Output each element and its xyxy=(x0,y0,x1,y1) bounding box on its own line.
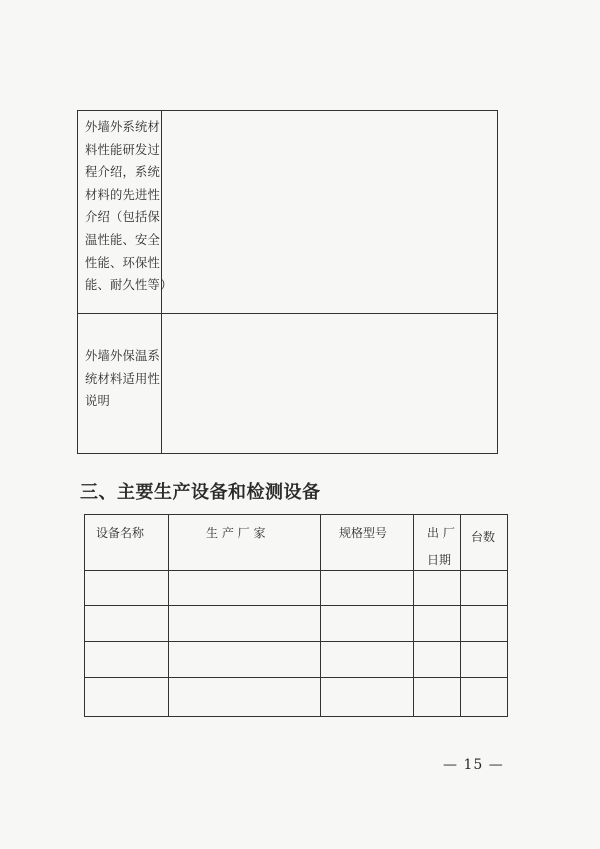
header-manufacturer: 生 产 厂 家 xyxy=(206,526,266,540)
header-date-line2: 日期 xyxy=(427,553,452,567)
row-divider xyxy=(85,605,507,606)
row-label-material-performance xyxy=(85,116,172,297)
column-divider xyxy=(168,515,169,716)
row-label-applicability xyxy=(85,345,160,413)
row-divider xyxy=(78,313,497,314)
row-divider xyxy=(85,570,507,571)
row-divider xyxy=(85,641,507,642)
label-line: 说明 xyxy=(85,394,110,409)
label-line: 能、耐久性等） xyxy=(85,278,173,293)
label-line: 介绍（包括保 xyxy=(85,210,160,225)
label-line: 温性能、安全 xyxy=(85,232,160,247)
header-equipment-name: 设备名称 xyxy=(96,526,145,540)
label-line: 性能、环保性 xyxy=(85,255,160,270)
label-line: 统材料适用性 xyxy=(85,371,160,386)
column-divider xyxy=(320,515,321,716)
header-model: 规格型号 xyxy=(339,526,388,540)
equipment-table xyxy=(84,514,508,717)
row-divider xyxy=(85,677,507,678)
label-line: 材料的先进性 xyxy=(85,187,160,202)
header-count: 台数 xyxy=(471,530,496,544)
material-description-table xyxy=(77,110,498,454)
label-line: 程介绍，系统 xyxy=(85,165,160,180)
header-date-line1: 出 厂 xyxy=(427,526,455,540)
column-divider xyxy=(413,515,414,716)
label-line: 外墙外系统材 xyxy=(85,120,160,134)
page-number: — 15 — xyxy=(443,757,504,773)
column-divider xyxy=(460,515,461,716)
label-line: 外墙外保温系 xyxy=(85,349,160,363)
label-line: 料性能研发过 xyxy=(85,142,160,157)
section-heading: 三、主要生产设备和检测设备 xyxy=(80,482,321,503)
